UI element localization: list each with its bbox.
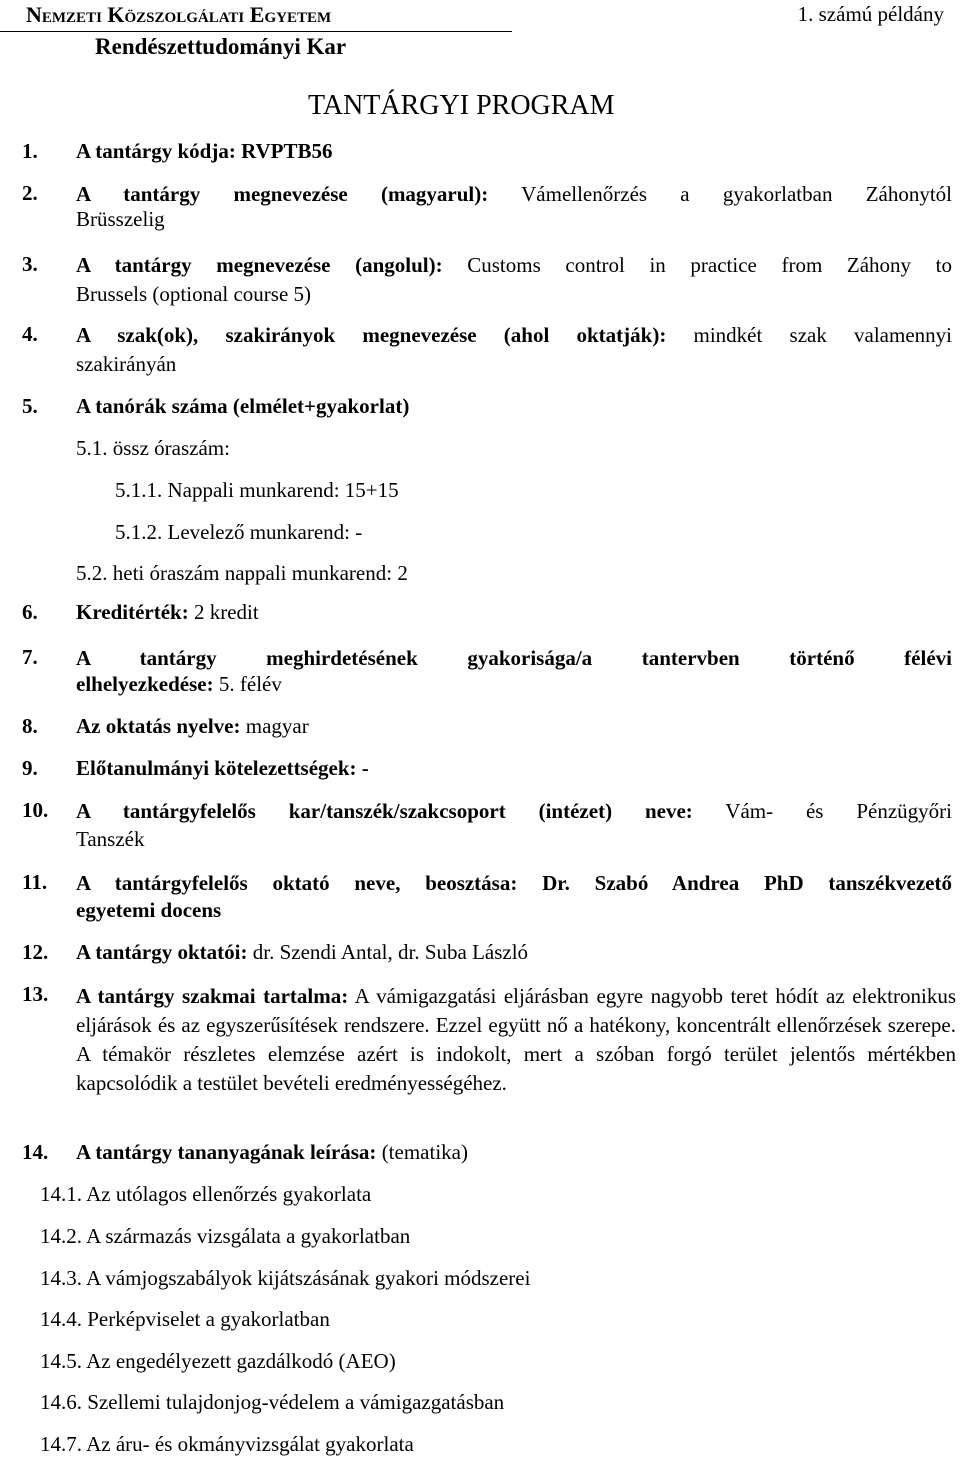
hours-correspondence: 5.1.2. Levelező munkarend: - xyxy=(115,520,363,544)
item-value: mindkét szak valamennyi xyxy=(693,323,952,347)
item-value-continued: Brussels (optional course 5) xyxy=(76,282,312,306)
item-value-continued: Tanszék xyxy=(76,827,145,851)
list-item: 14.3. A vámjogszabályok kijátszásának gyakori módszerei xyxy=(40,1266,531,1290)
item-number: 6. xyxy=(22,600,38,624)
list-item: 14.7. Az áru- és okmányvizsgálat gyakorlata xyxy=(40,1432,414,1456)
item-number: 7. xyxy=(22,645,38,669)
item-value: 5. félév xyxy=(218,672,282,696)
hours-total: 5.1. össz óraszám: xyxy=(76,436,230,460)
item-number: 9. xyxy=(22,756,38,780)
document-title: TANTÁRGYI PROGRAM xyxy=(308,90,615,121)
list-item: 14.2. A származás vizsgálata a gyakorlatban xyxy=(40,1224,411,1248)
item-label: Az oktatás nyelve: xyxy=(76,714,241,738)
item-line xyxy=(76,181,952,207)
item-value-continued: szakirányán xyxy=(76,352,177,376)
item-label: A tantárgy megnevezése (magyarul): xyxy=(76,182,489,206)
item-label: A tantárgy szakmai tartalma: xyxy=(76,984,349,1008)
item-label: A szak(ok), szakirányok megnevezése (ahol oktatják): xyxy=(76,323,667,347)
item-number: 4. xyxy=(22,322,38,346)
item-label: A tantárgy megnevezése (angolul): xyxy=(76,253,443,277)
item-number: 11. xyxy=(22,870,48,894)
item-label: A tantárgy meghirdetésének gyakorisága/a tantervben történő félévi xyxy=(76,646,952,670)
item-label: A tantárgyfelelős kar/tanszék/szakcsoport (intézet) neve: xyxy=(76,799,693,823)
item-paragraph xyxy=(76,982,956,1098)
item-line xyxy=(76,714,309,739)
item-value: Vámellenőrzés a gyakorlatban Záhonytól xyxy=(521,182,953,206)
item-line xyxy=(76,940,528,965)
list-item: 14.4. Perképviselet a gyakorlatban xyxy=(40,1307,330,1331)
item-label-continued: elhelyezkedése: xyxy=(76,672,214,696)
copy-label: 1. számú példány xyxy=(797,2,944,26)
item-value: dr. Szendi Antal, dr. Suba László xyxy=(252,940,529,964)
item-line xyxy=(76,252,952,278)
item-number: 2. xyxy=(22,181,38,205)
item-number: 8. xyxy=(22,714,38,738)
item-label: A tantárgy kódja: RVPTB56 xyxy=(76,139,333,163)
header-divider xyxy=(0,31,512,32)
item-value-continued: Brüsszelig xyxy=(76,207,165,231)
item-value: Customs control in practice from Záhony to xyxy=(467,253,952,277)
list-item: 14.5. Az engedélyezett gazdálkodó (AEO) xyxy=(40,1349,396,1373)
item-number: 13. xyxy=(22,982,49,1006)
item-value: 2 kredit xyxy=(193,600,259,624)
item-line-continued xyxy=(76,672,282,697)
faculty-name: Rendészettudományi Kar xyxy=(95,34,347,59)
item-label-continued: egyetemi docens xyxy=(76,898,222,922)
list-item: 14.6. Szellemi tulajdonjog-védelem a vámigazgatásban xyxy=(40,1390,505,1414)
list-item: 14.1. Az utólagos ellenőrzés gyakorlata xyxy=(40,1182,372,1206)
hours-daytime: 5.1.1. Nappali munkarend: 15+15 xyxy=(115,478,399,502)
item-label: A tantárgy oktatói: xyxy=(76,940,248,964)
item-line xyxy=(76,1140,468,1165)
item-label: A tantárgyfelelős oktató neve, beosztása: Dr. Szabó Andrea PhD tanszékvezető xyxy=(76,871,952,895)
item-label: Előtanulmányi kötelezettségek: - xyxy=(76,756,369,780)
item-number: 12. xyxy=(22,940,49,964)
item-line xyxy=(76,322,952,348)
item-number: 5. xyxy=(22,394,38,418)
item-line xyxy=(76,798,952,824)
item-number: 10. xyxy=(22,798,49,822)
item-value: A vámigazgatási eljárásban egyre nagyobb teret hódít az elektronikus eljárások és az egyszerűsítések rendszere. Ezzel együtt nő a hatékony, koncentrált ellenőrzések szerepe. A témakör részletes elemzése azért is indokolt, mert a szóban forgó terület jelentős mértékben kapcsolódik a testület bevételi eredményességéhez. xyxy=(76,984,957,1095)
item-label: Kreditérték: xyxy=(76,600,189,624)
item-number: 14. xyxy=(22,1140,49,1164)
item-number: 3. xyxy=(22,252,38,276)
item-value: magyar xyxy=(245,714,309,738)
university-name: Nemzeti Közszolgálati Egyetem xyxy=(26,2,332,27)
item-value: (tematika) xyxy=(381,1140,468,1164)
item-label: A tantárgy tananyagának leírása: xyxy=(76,1140,377,1164)
item-number: 1. xyxy=(22,139,38,163)
item-label: A tanórák száma (elmélet+gyakorlat) xyxy=(76,394,410,418)
item-value: Vám- és Pénzügyőri xyxy=(725,799,953,823)
item-line xyxy=(76,600,259,625)
hours-weekly: 5.2. heti óraszám nappali munkarend: 2 xyxy=(76,561,408,585)
